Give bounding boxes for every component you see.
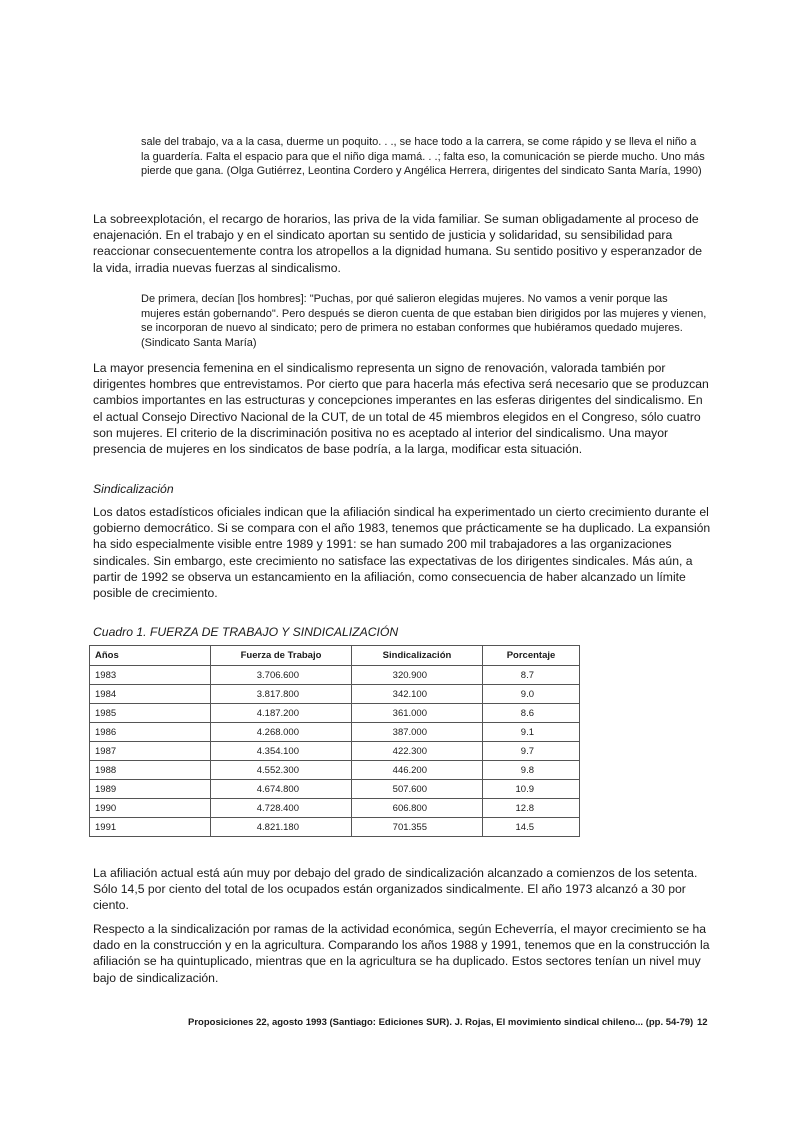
table-row (90, 666, 580, 685)
cell-percentage: 8.7 (483, 666, 580, 685)
table-row (90, 685, 580, 704)
cell-labor-force: 3.706.600 (211, 666, 352, 685)
paragraph-2: La mayor presencia femenina en el sindicalismo representa un signo de renovación, valorada también por dirigentes hombres que entrevistamos. Por cierto que para hacerla más efectiva será necesario que se produzcan cambios importantes en las estructuras y concepciones imperantes en las esferas dirigentes del sindicalismo. En el actual Consejo Directivo Nacional de la CUT, de un total de 45 miembros elegidos en el Congreso, sólo cuatro son mujeres. El criterio de la discriminación positiva no es aceptado al interior del sindicalismo. Una mayor presencia de mujeres en los sindicatos de base podría, a la larga, modificar esta situación. (93, 361, 709, 457)
cell-labor-force: 4.674.800 (211, 780, 352, 799)
cell-percentage: 9.8 (483, 761, 580, 780)
cell-year: 1989 (90, 780, 211, 799)
cell-year: 1991 (90, 818, 211, 837)
table-row (90, 818, 580, 837)
table-caption: Cuadro 1. FUERZA DE TRABAJO Y SINDICALIZACIÓN (93, 625, 399, 639)
cell-labor-force: 4.268.000 (211, 723, 352, 742)
paragraph-4: La afiliación actual está aún muy por debajo del grado de sindicalización alcanzado a comienzos de los setenta. Sólo 14,5 por ciento del total de los ocupados están organizados sindicalmente. El año 1973 alcanzó a 30 por ciento. (93, 866, 698, 913)
page-number: 12 (697, 1017, 708, 1028)
cell-labor-force: 4.728.400 (211, 799, 352, 818)
cell-unionization: 320.900 (352, 666, 483, 685)
paragraph-5: Respecto a la sindicalización por ramas de la actividad económica, según Echeverría, el mayor crecimiento se ha dado en la construcción y en la agricultura. Comparando los años 1988 y 1991, tenemos que en la construcción la afiliación se ha quintuplicado, mientras que en la agricultura se ha duplicado. Estos sectores tenían un nivel muy bajo de sindicalización. (93, 922, 710, 985)
footer-citation: Proposiciones 22, agosto 1993 (Santiago: Ediciones SUR). J. Rojas, El movimiento sindical chileno... (pp. 54-79) (188, 1017, 694, 1028)
table-row (90, 704, 580, 723)
table-row (90, 780, 580, 799)
table-row (90, 761, 580, 780)
table-row (90, 723, 580, 742)
cell-unionization: 507.600 (352, 780, 483, 799)
cell-labor-force: 4.552.300 (211, 761, 352, 780)
cell-labor-force: 4.354.100 (211, 742, 352, 761)
cell-unionization: 422.300 (352, 742, 483, 761)
cell-percentage: 10.9 (483, 780, 580, 799)
cell-unionization: 342.100 (352, 685, 483, 704)
cell-year: 1985 (90, 704, 211, 723)
cell-year: 1987 (90, 742, 211, 761)
cell-year: 1986 (90, 723, 211, 742)
cell-percentage: 8.6 (483, 704, 580, 723)
column-header-labor-force: Fuerza de Trabajo (211, 646, 352, 666)
cell-labor-force: 3.817.800 (211, 685, 352, 704)
cell-year: 1984 (90, 685, 211, 704)
table-row (90, 799, 580, 818)
cell-year: 1988 (90, 761, 211, 780)
block-quote-1: sale del trabajo, va a la casa, duerme un poquito. . ., se hace todo a la carrera, se come rápido y se lleva el niño a la guardería. Falta el espacio para que el niño diga mamá. . .; falta eso, la comunicación se pierde mucho. Uno más pierde que gana. (Olga Gutiérrez, Leontina Cordero y Angélica Herrera, dirigentes del sindicato Santa María, 1990) (141, 136, 705, 177)
block-quote-2: De primera, decían [los hombres]: "Puchas, por qué salieron elegidas mujeres. No vamos a venir porque las mujeres están gobernando". Pero después se dieron cuenta de que estaban bien dirigidos por las mujeres y vienen, se incorporan de nuevo al sindicato; pero de primera no estaban conformes que hubiéramos quedado mujeres. (Sindicato Santa María) (141, 293, 707, 349)
column-header-unionization: Sindicalización (352, 646, 483, 666)
cell-percentage: 12.8 (483, 799, 580, 818)
cell-percentage: 9.0 (483, 685, 580, 704)
cell-year: 1990 (90, 799, 211, 818)
table-row (90, 742, 580, 761)
cell-unionization: 606.800 (352, 799, 483, 818)
cell-unionization: 446.200 (352, 761, 483, 780)
cell-percentage: 9.1 (483, 723, 580, 742)
table-header-row (90, 646, 580, 666)
paragraph-1: La sobreexplotación, el recargo de horarios, las priva de la vida familiar. Se suman obligadamente al proceso de enajenación. En el trabajo y en el sindicato aportan su sentido de justicia y solidaridad, su sensibilidad para reaccionar consecuentemente contra los atropellos a la dignidad humana. Su sentido positivo y esperanzador de la vida, irradia nuevas fuerzas al sindicalismo. (93, 212, 703, 275)
column-header-percentage: Porcentaje (483, 646, 580, 666)
cell-labor-force: 4.187.200 (211, 704, 352, 723)
paragraph-3: Los datos estadísticos oficiales indican que la afiliación sindical ha experimentado un cierto crecimiento durante el gobierno democrático. Si se compara con el año 1983, tenemos que prácticamente se ha duplicado. La expansión ha sido especialmente visible entre 1989 y 1991: se han sumado 200 mil trabajadores a las organizaciones sindicales. Sin embargo, este crecimiento no satisface las expectativas de los dirigentes sindicales. Más aún, a partir de 1992 se observa un estancamiento en la afiliación, como consecuencia de haber alcanzado un límite posible de crecimiento. (93, 505, 711, 601)
cell-unionization: 387.000 (352, 723, 483, 742)
cell-year: 1983 (90, 666, 211, 685)
data-table (89, 645, 580, 837)
cell-percentage: 9.7 (483, 742, 580, 761)
cell-unionization: 701.355 (352, 818, 483, 837)
cell-unionization: 361.000 (352, 704, 483, 723)
section-heading: Sindicalización (93, 482, 174, 496)
column-header-years: Años (90, 646, 211, 666)
cell-percentage: 14.5 (483, 818, 580, 837)
cell-labor-force: 4.821.180 (211, 818, 352, 837)
